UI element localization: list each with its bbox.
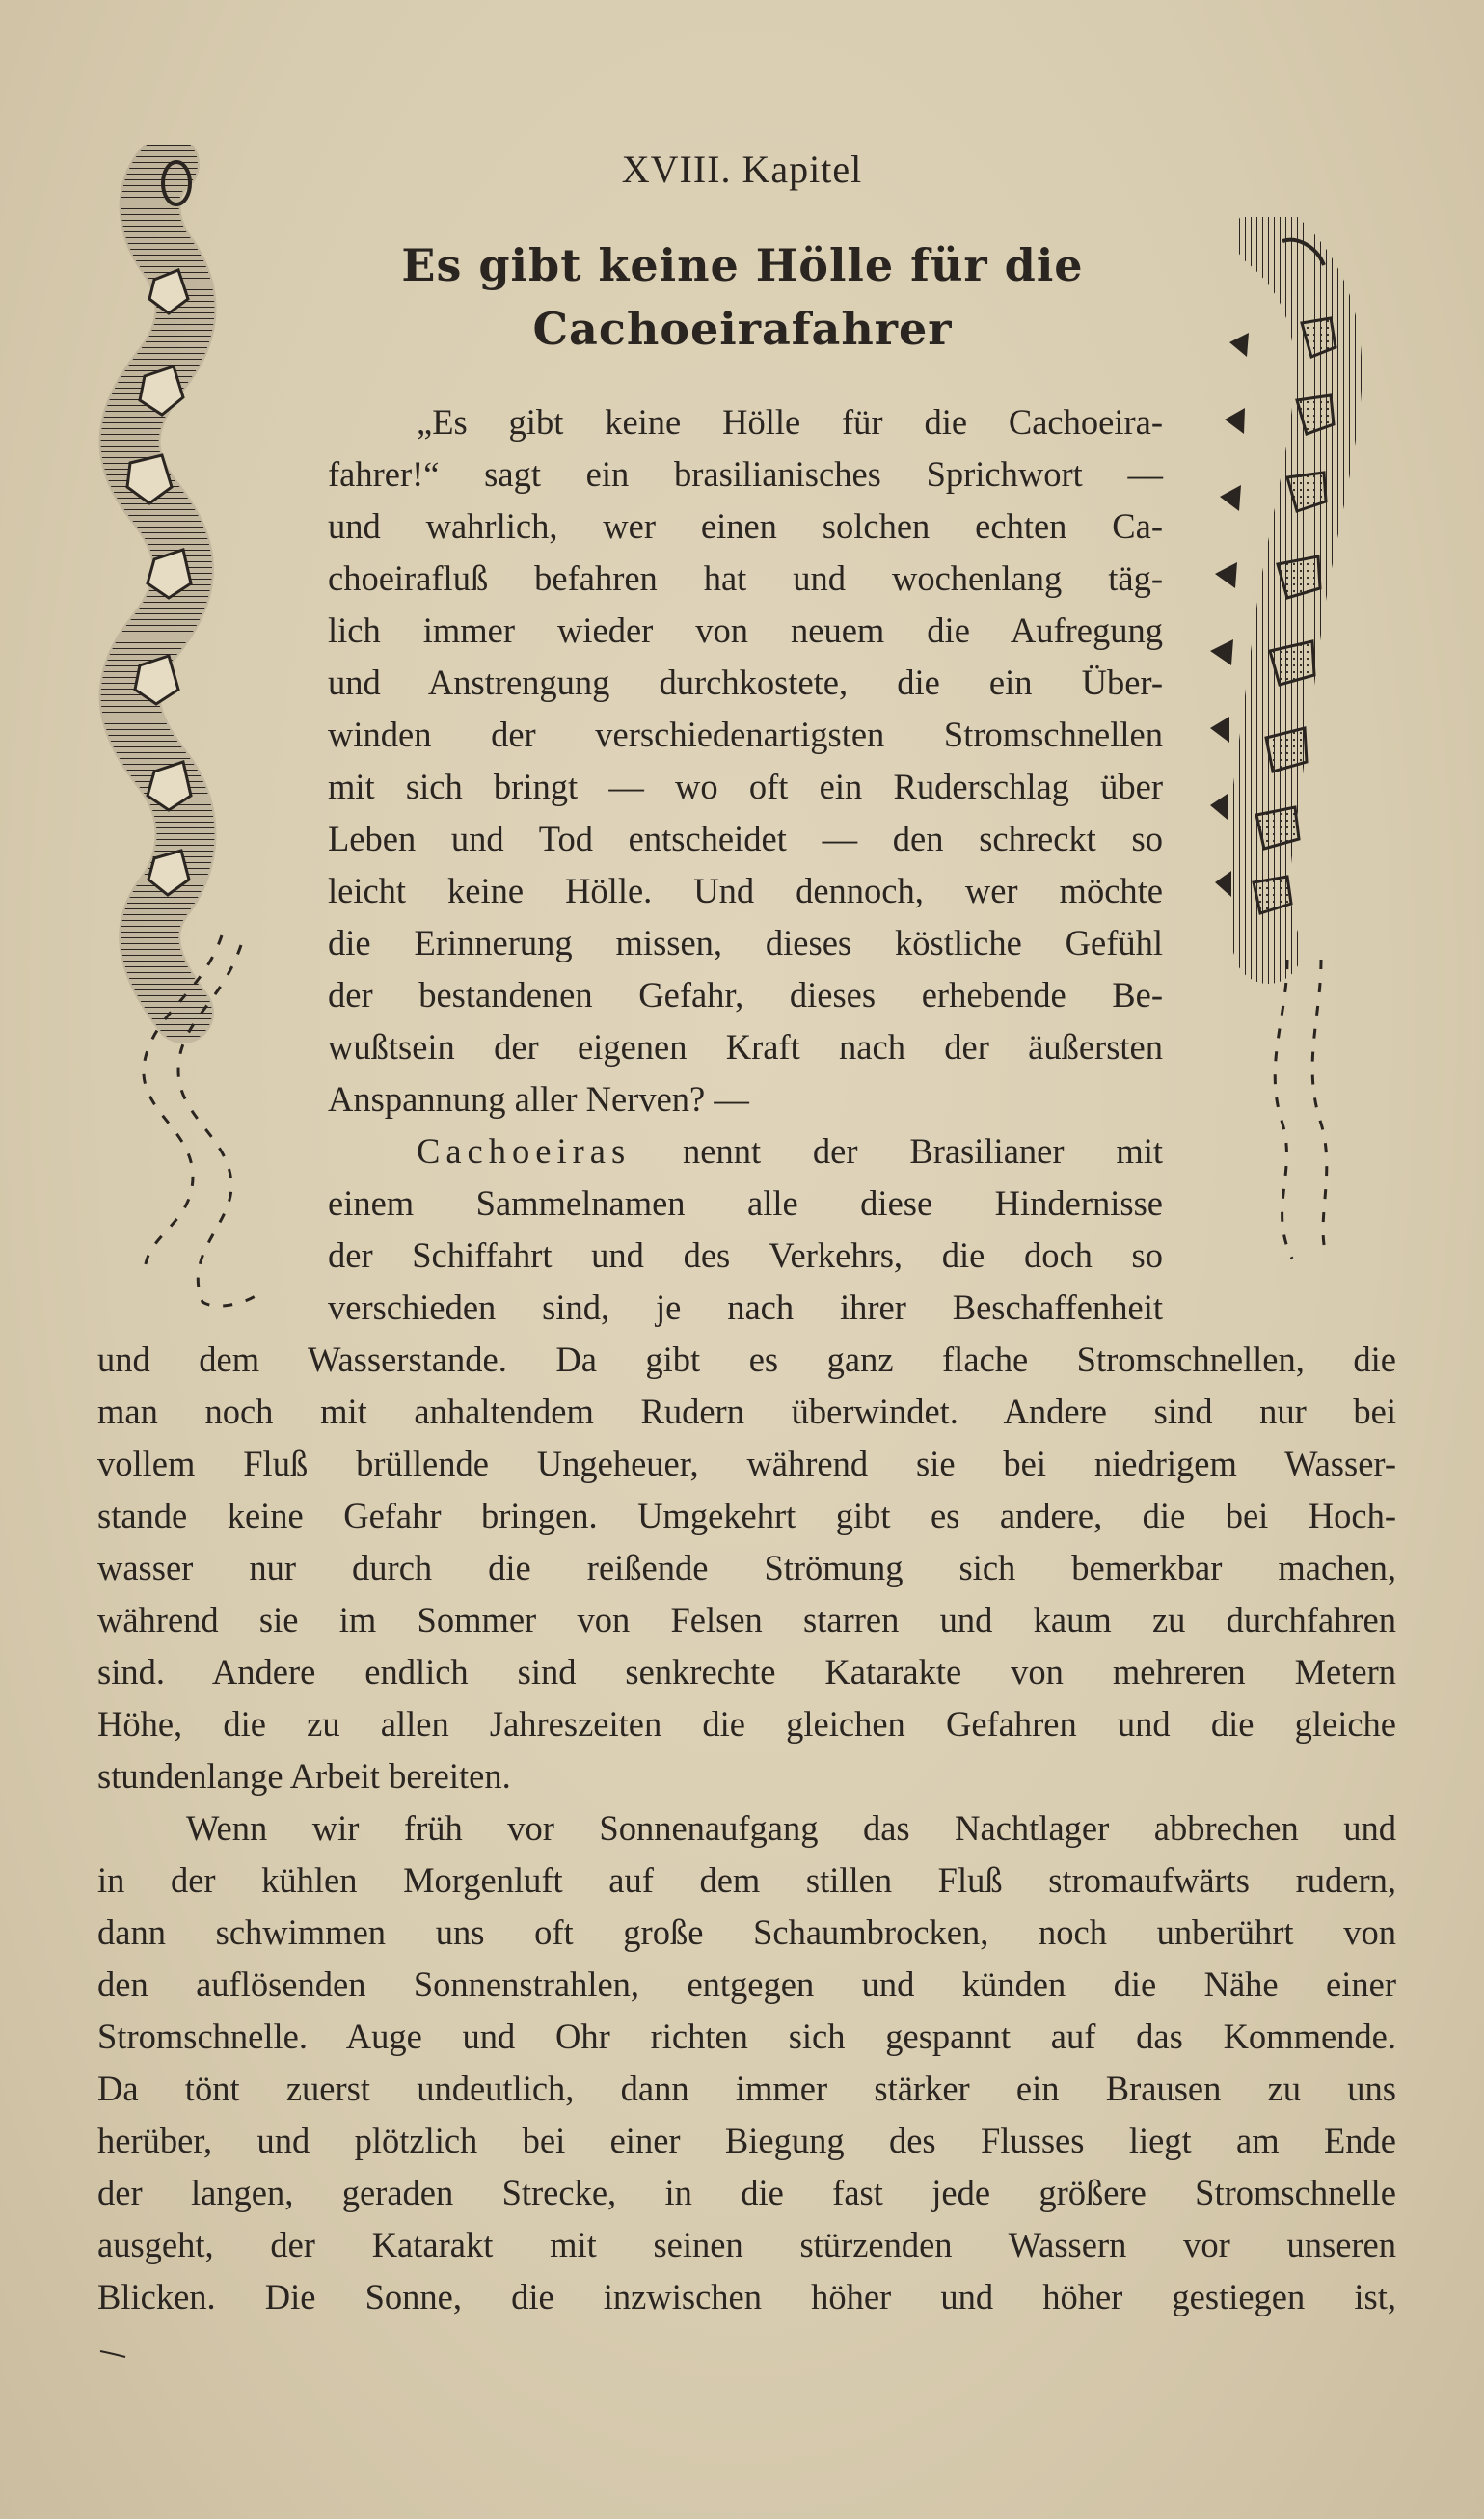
text-line: wußtsein der eigenen Kraft nach der äußersten [328, 1027, 1163, 1067]
text-line: Leben und Tod entscheidet — den schreckt so [328, 819, 1163, 858]
text-line: während sie im Sommer von Felsen starren und kaum zu durchfahren [97, 1600, 1396, 1639]
text-line: lich immer wieder von neuem die Aufregung [328, 610, 1163, 650]
text-line: in der kühlen Morgenluft auf dem stillen Fluß stromaufwärts rudern, [97, 1860, 1396, 1900]
text-line: herüber, und plötzlich bei einer Biegung des Flusses liegt am Ende [97, 2121, 1396, 2160]
chapter-title [328, 233, 1157, 361]
text-line: mit sich bringt — wo oft ein Ruderschlag über [328, 767, 1163, 806]
text-line: vollem Fluß brüllende Ungeheuer, während sie bei niedrigem Wasser- [97, 1444, 1396, 1483]
text-line: Höhe, die zu allen Jahreszeiten die gleichen Gefahren und die gleiche [97, 1704, 1396, 1744]
text-line: und dem Wasserstande. Da gibt es ganz flache Stromschnellen, die [97, 1340, 1396, 1379]
text-line: der langen, geraden Strecke, in die fast jede größere Stromschnelle [97, 2173, 1396, 2212]
text-line: und Anstrengung durchkostete, die ein Über- [328, 663, 1163, 702]
text-line [417, 1132, 1163, 1171]
text-line: einem Sammelnamen alle diese Hindernisse [328, 1183, 1163, 1223]
text-line: Anspannung aller Nerven? — [328, 1079, 749, 1119]
text-line: winden der verschiedenartigsten Stromschnellen [328, 715, 1163, 754]
text-line: Da tönt zuerst undeutlich, dann immer stärker ein Brausen zu uns [97, 2069, 1396, 2108]
text-line: dann schwimmen uns oft große Schaumbrocken, noch unberührt von [97, 1912, 1396, 1952]
text-line: verschieden sind, je nach ihrer Beschaffenheit [328, 1287, 1163, 1327]
text-line: ausgeht, der Katarakt mit seinen stürzenden Wassern vor unseren [97, 2225, 1396, 2264]
title-line: Cachoeirafahrer [532, 303, 953, 355]
text-line: der Schiffahrt und des Verkehrs, die doch so [328, 1235, 1163, 1275]
left-serpent-ornament [87, 145, 280, 1321]
spaced-word: Cachoeiras [417, 1131, 632, 1171]
text-line: leicht keine Hölle. Und dennoch, wer möchte [328, 871, 1163, 910]
page-mark [96, 2343, 135, 2363]
title-line: Es gibt keine Hölle für die [401, 239, 1084, 291]
text-line: Blicken. Die Sonne, die inzwischen höher und höher gestiegen ist, [97, 2277, 1396, 2316]
text-line: stande keine Gefahr bringen. Umgekehrt gibt es andere, die bei Hoch- [97, 1496, 1396, 1535]
text-fragment: nennt der Brasilianer mit [683, 1131, 1163, 1171]
text-line: man noch mit anhaltendem Rudern überwindet. Andere sind nur bei [97, 1392, 1396, 1431]
text-line: Wenn wir früh vor Sonnenaufgang das Nachtlager abbrechen und [186, 1808, 1396, 1848]
text-line: der bestandenen Gefahr, dieses erhebende Be- [328, 975, 1163, 1015]
text-line: fahrer!“ sagt ein brasilianisches Sprichwort — [328, 454, 1163, 494]
right-serpent-ornament [1210, 217, 1374, 1278]
text-line: Stromschnelle. Auge und Ohr richten sich gespannt auf das Kommende. [97, 2017, 1396, 2056]
text-line: sind. Andere endlich sind senkrechte Katarakte von mehreren Metern [97, 1652, 1396, 1692]
chapter-heading: XVIII. Kapitel [621, 148, 863, 191]
text-line: und wahrlich, wer einen solchen echten Ca- [328, 506, 1163, 546]
text-line: wasser nur durch die reißende Strömung sich bemerkbar machen, [97, 1548, 1396, 1587]
text-line: die Erinnerung missen, dieses köstliche Gefühl [328, 923, 1163, 962]
text-line: choeirafluß befahren hat und wochenlang täg- [328, 558, 1163, 598]
text-line: stundenlange Arbeit bereiten. [97, 1756, 511, 1796]
text-line: „Es gibt keine Hölle für die Cachoeira- [417, 402, 1163, 442]
text-line: den auflösenden Sonnenstrahlen, entgegen und künden die Nähe einer [97, 1964, 1396, 2004]
